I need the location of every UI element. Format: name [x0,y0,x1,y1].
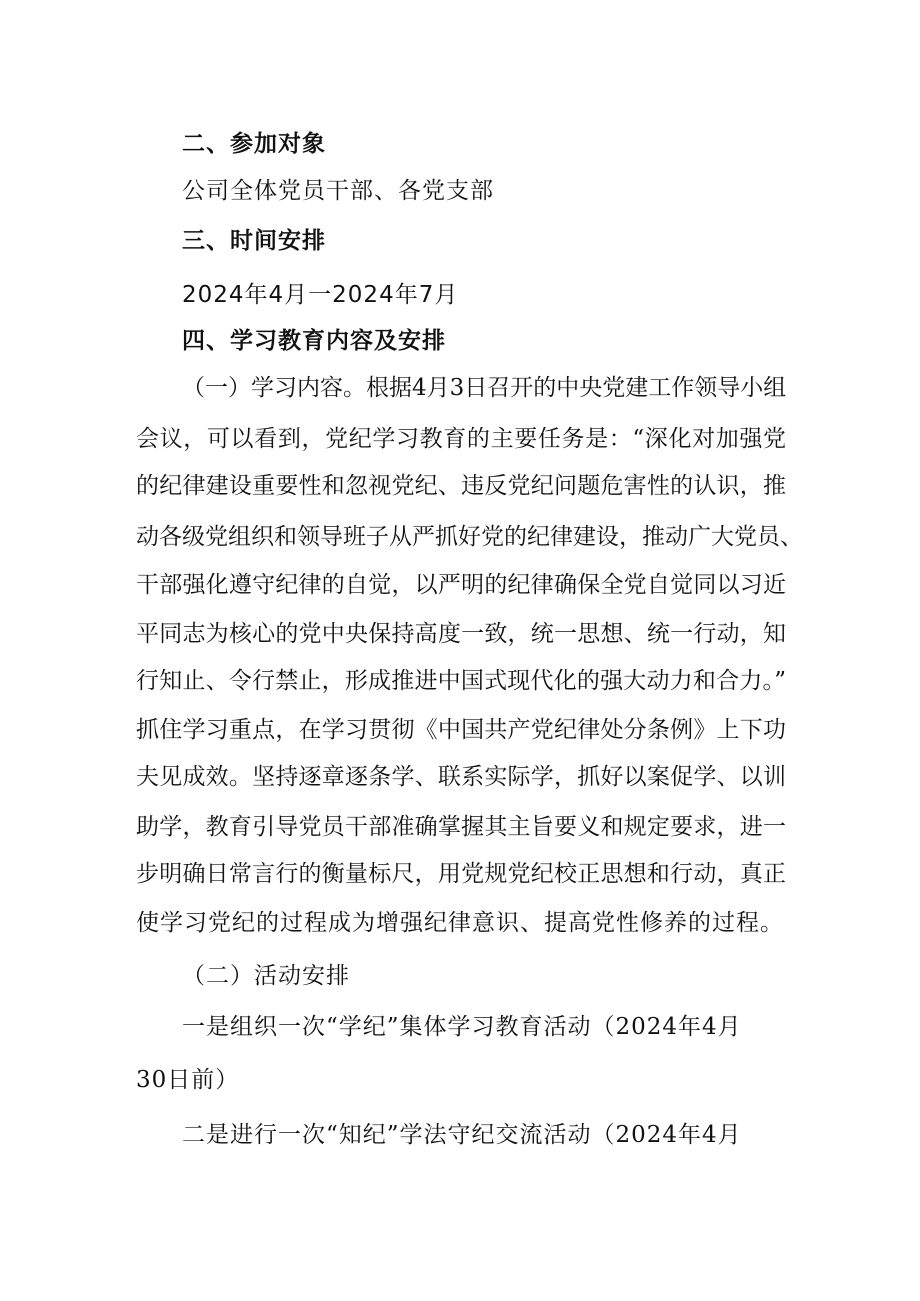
paragraph-line: 行知止、令行禁止，形成推进中国式现代化的强大动力和合力。” [136,668,786,694]
paragraph-line: 的纪律建设重要性和忽视党纪、违反党纪问题危害性的认识，推 [136,473,786,499]
paragraph-line: （一）学习内容。根据4月3日召开的中央党建工作领导小组 [182,375,787,401]
paragraph-line: 使学习党纪的过程成为增强纪律意识、提高党性修养的过程。 [136,910,784,936]
paragraph-line: 夫见成效。坚持逐章逐条学、联系实际学，抓好以案促学、以训 [136,764,786,790]
paragraph-line: 会议，可以看到，党纪学习教育的主要任务是：“深化对加强党 [136,426,786,452]
time-text: 2024年4月一2024年7月 [182,282,459,308]
paragraph-line: 干部强化遵守纪律的自觉，以严明的纪律确保全党自觉同以习近 [136,572,786,598]
paragraph-line: 步明确日常言行的衡量标尺，用党规党纪校正思想和行动，真正 [136,861,786,887]
activity-item-1-continuation: 30日前） [136,1067,240,1093]
time-heading: 三、时间安排 [182,228,326,254]
activities-heading: （二）活动安排 [182,963,350,989]
activity-item-1: 一是组织一次“学纪”集体学习教育活动（2024年4月 [182,1014,742,1040]
paragraph-line: 助学，教育引导党员干部准确掌握其主旨要义和规定要求，进一 [136,814,786,840]
paragraph-line: 抓住学习重点，在学习贯彻《中国共产党纪律处分条例》上下功 [136,717,786,743]
paragraph-line: 动各级党组织和领导班子从严抓好党的纪律建设，推动广大党员、 [136,524,803,550]
participants-heading: 二、参加对象 [182,131,326,157]
activity-item-2: 二是进行一次“知纪”学法守纪交流活动（2024年4月 [182,1122,742,1148]
content-heading: 四、学习教育内容及安排 [182,328,446,354]
paragraph-line: 平同志为核心的党中央保持高度一致，统一思想、统一行动，知 [136,621,786,647]
participants-text: 公司全体党员干部、各党支部 [182,178,494,204]
